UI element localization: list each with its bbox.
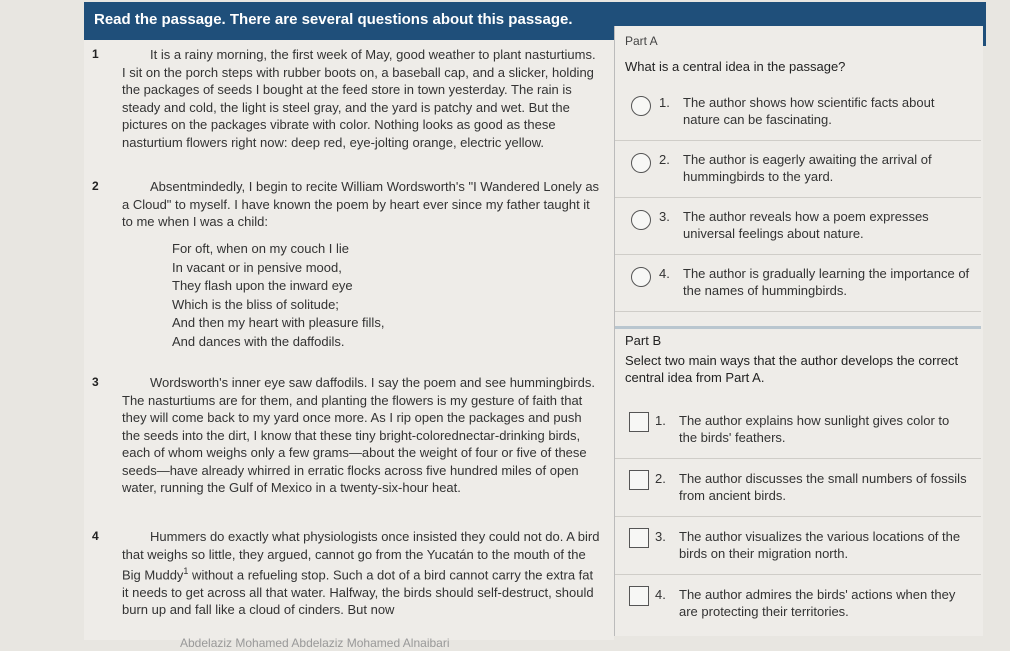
part-a-option-3[interactable] xyxy=(615,198,981,255)
part-a-question: What is a central idea in the passage? xyxy=(625,59,846,74)
option-text: The author explains how sunlight gives color to the birds' feathers. xyxy=(679,413,950,445)
poem-line: And dances with the daffodils. xyxy=(172,333,345,349)
paragraph-text xyxy=(122,528,602,619)
option-number: 2. xyxy=(659,152,670,167)
poem-line: For oft, when on my couch I lie xyxy=(172,241,350,256)
paragraph-number: 4 xyxy=(92,529,99,543)
radio-button[interactable] xyxy=(631,267,651,287)
passage-panel[interactable] xyxy=(84,40,614,640)
option-number: 4. xyxy=(659,266,670,281)
radio-button[interactable] xyxy=(631,210,651,230)
poem-line: Which is the bliss of solitude; xyxy=(172,296,339,312)
part-a-label: Part A xyxy=(625,34,658,48)
checkbox[interactable] xyxy=(629,586,649,606)
student-name-footer: Abdelaziz Mohamed Abdelaziz Mohamed Alnaibari xyxy=(180,636,450,650)
part-b-option-3[interactable] xyxy=(615,518,981,575)
part-a-option-2[interactable] xyxy=(615,141,981,198)
option-number: 3. xyxy=(655,529,666,544)
option-number: 3. xyxy=(659,209,670,224)
checkbox[interactable] xyxy=(629,412,649,432)
paragraph-number: 1 xyxy=(92,47,99,61)
poem-excerpt xyxy=(172,240,384,351)
paragraph-text: It is a rainy morning, the first week of May, good weather to plant nasturtiums. I sit on the porch steps with rubber boots on, a baseball cap, and a slicker, holding the packages of seeds I bought at the feed store in town yesterday. The rain is steady and cold, the light is steel gray, and the yard is patchy and wet. But the pictures on the packages vibrate with color. Nothing looks as good as these nasturtium flowers right now: deep red, eye-jolting orange, electric yellow. xyxy=(122,47,596,150)
poem-line: In vacant or in pensive mood, xyxy=(172,259,342,275)
paragraph-number: 2 xyxy=(92,179,99,193)
option-number: 1. xyxy=(659,95,670,110)
part-b-option-1[interactable] xyxy=(615,402,981,459)
footnote-marker[interactable]: 1 xyxy=(183,566,189,576)
poem-line: They flash upon the inward eye xyxy=(172,278,353,293)
checkbox[interactable] xyxy=(629,470,649,490)
paragraph-text-part: Hummers do exactly what physiologists once insisted they could not do. A bird that weighs so little, they argued, cannot go from the Yucatán to the mouth of the Big Muddy xyxy=(122,529,600,583)
questions-panel[interactable] xyxy=(614,26,983,636)
option-number: 1. xyxy=(655,413,666,428)
part-a-option-1[interactable] xyxy=(615,84,981,141)
option-text: The author admires the birds' actions when they are protecting their territories. xyxy=(679,587,956,619)
radio-button[interactable] xyxy=(631,153,651,173)
option-number: 2. xyxy=(655,471,666,486)
paragraph-4 xyxy=(84,528,614,619)
radio-button[interactable] xyxy=(631,96,651,116)
section-divider xyxy=(615,326,981,329)
option-text: The author shows how scientific facts about nature can be fascinating. xyxy=(683,95,935,127)
paragraph-3 xyxy=(84,374,614,497)
option-text: The author is gradually learning the importance of the names of hummingbirds. xyxy=(683,266,970,298)
paragraph-1 xyxy=(84,46,614,151)
poem-line: And then my heart with pleasure fills, xyxy=(172,315,385,330)
part-b-label: Part B xyxy=(625,333,662,348)
part-b-option-2[interactable] xyxy=(615,460,981,517)
instructions-text: Read the passage. There are several questions about this passage. xyxy=(94,11,573,28)
checkbox[interactable] xyxy=(629,528,649,548)
option-text: The author is eagerly awaiting the arrival of hummingbirds to the yard. xyxy=(683,152,932,184)
option-text: The author reveals how a poem expresses universal feelings about nature. xyxy=(683,209,929,241)
paragraph-2 xyxy=(84,178,614,231)
option-text: The author discusses the small numbers of fossils from ancient birds. xyxy=(679,471,967,503)
paragraph-text: Absentmindedly, I begin to recite William Wordsworth's "I Wandered Lonely as a Cloud" to myself. I have known the poem by heart ever since my father taught it to me when I was a child: xyxy=(122,179,600,229)
paragraph-number: 3 xyxy=(92,375,99,389)
option-text: The author visualizes the various locations of the birds on their migration north. xyxy=(679,529,961,561)
paragraph-text-part: without a refueling stop. Such a dot of a bird cannot carry the extra fat it needs to get across all that water. Halfway, the birds should self-destruct, should burn up and fall like a cloud of cinders. But now xyxy=(122,567,594,618)
part-b-option-4[interactable] xyxy=(615,576,981,632)
option-number: 4. xyxy=(655,587,666,602)
part-b-question: Select two main ways that the author develops the correct central idea from Part A. xyxy=(625,353,959,385)
part-a-option-4[interactable] xyxy=(615,255,981,312)
paragraph-text: Wordsworth's inner eye saw daffodils. I say the poem and see hummingbirds. The nasturtiums are for them, and planting the flowers is my gesture of faith that they will come back to my yard once more. As I rip open the packages and push the seeds into the dirt, I know that these tiny bright-colorednectar-drinking birds, each of whom weighs only a few grams—about the weight of four or five of these seeds—have already whirred in erratic flocks across five hundred miles of open water, running the Gulf of Mexico in a twenty-six-hour heat. xyxy=(122,375,595,495)
